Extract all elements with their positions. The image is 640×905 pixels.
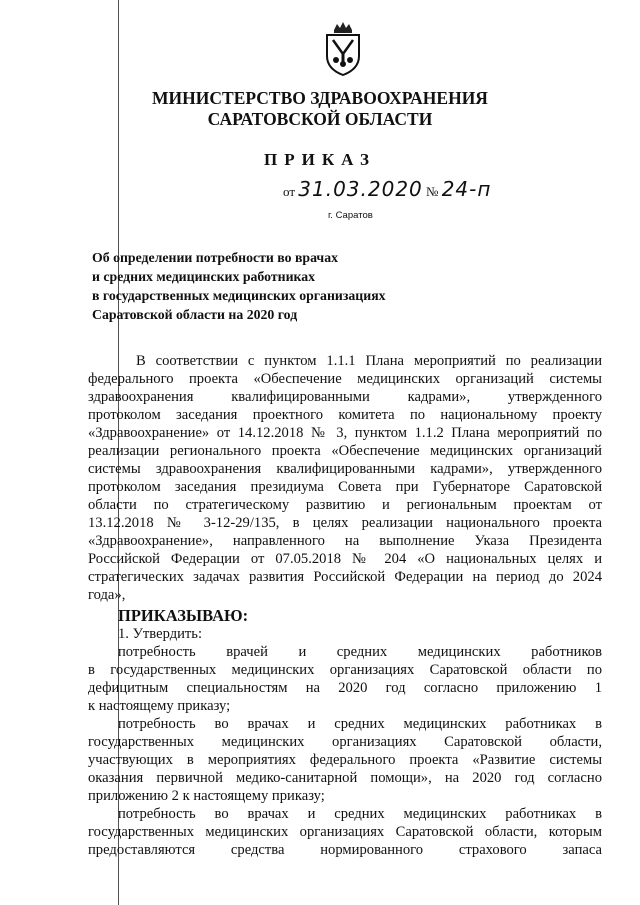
text-line: предоставляются средства нормированного страхового запаса <box>88 842 602 858</box>
text-line: области по стратегическому развитию и региональным проектам от <box>88 497 602 513</box>
subject-line: Саратовской области на 2020 год <box>92 307 298 322</box>
number-sign: № <box>426 184 439 199</box>
text-line: государственных медицинских организациях Саратовской области, которым <box>88 824 602 840</box>
text-line: государственных медицинских организациях Саратовской области, <box>88 734 602 750</box>
order-title: ПРИКАЗ <box>264 150 376 169</box>
text-line: Российской Федерации от 07.05.2018 № 204 «О национальных целях и <box>88 551 602 567</box>
ministry-name-line2: САРАТОВСКОЙ ОБЛАСТИ <box>207 109 433 129</box>
subject-line: в государственных медицинских организациях <box>92 288 386 303</box>
text-line: дефицитным специальностям на 2020 год согласно приложению 1 <box>88 680 602 696</box>
text-line: «Здравоохранение» от 14.12.2018 № 3, пунктом 1.1.2 Плана мероприятий по <box>88 425 602 441</box>
text-line: протоколом заседания проектного комитета по национальному проекту <box>88 407 602 423</box>
order-number: 24-п <box>441 177 492 201</box>
preamble-paragraph <box>88 352 602 604</box>
text-line: «Здравоохранение», направленного на выполнение Указа Президента <box>88 533 602 549</box>
text-line: потребность во врачах и средних медицинских работниках в <box>118 806 602 822</box>
text-line: протоколом заседания президиума Совета при Губернаторе Саратовской <box>88 479 602 495</box>
item-1-paragraph-2 <box>88 715 602 805</box>
text-line: приложению 2 к настоящему приказу; <box>88 788 325 804</box>
coat-of-arms-icon <box>323 20 363 76</box>
text-line: федерального проекта «Обеспечение медицинских организаций системы <box>88 371 602 387</box>
text-line: реализации регионального проекта «Обеспечение медицинских организаций <box>88 443 602 459</box>
order-subject <box>92 248 452 324</box>
text-line: в государственных медицинских организациях Саратовской области по <box>88 662 602 678</box>
text-line: системы здравоохранения квалифицированными кадрами», утвержденного <box>88 461 602 477</box>
city: г. Саратов <box>328 210 373 221</box>
ministry-header <box>0 88 640 130</box>
text-line: участвующих в мероприятиях федерального проекта «Развитие системы <box>88 752 602 768</box>
text-line: года», <box>88 587 126 603</box>
order-body <box>88 352 602 859</box>
order-date: 31.03.2020 <box>298 177 423 201</box>
text-line: потребность во врачах и средних медицинских работниках в <box>118 716 602 732</box>
order-date-line <box>283 177 491 201</box>
text-line: к настоящему приказу; <box>88 698 231 714</box>
text-line: стратегических задачах развития Российской Федерации на период до 2024 <box>88 569 602 585</box>
item-1-paragraph-1 <box>88 643 602 715</box>
text-line: потребность врачей и средних медицинских работников <box>118 644 602 660</box>
from-label: от <box>283 184 296 199</box>
text-line: В соответствии с пунктом 1.1.1 Плана мероприятий по реализации <box>136 353 602 369</box>
text-line: оказания первичной медико-санитарной помощи», на 2020 год согласно <box>88 770 602 786</box>
subject-line: и средних медицинских работниках <box>92 269 316 284</box>
ministry-name-line1: МИНИСТЕРСТВО ЗДРАВООХРАНЕНИЯ <box>152 88 488 108</box>
item-1: 1. Утвердить: <box>118 626 203 642</box>
order-directive: ПРИКАЗЫВАЮ: <box>118 606 249 625</box>
text-line: здравоохранения квалифицированными кадрами», утвержденного <box>88 389 602 405</box>
subject-line: Об определении потребности во врачах <box>92 250 339 265</box>
item-1-paragraph-3 <box>88 805 602 859</box>
text-line: 13.12.2018 № 3-12-29/135, в целях реализации национального проекта <box>88 515 602 531</box>
